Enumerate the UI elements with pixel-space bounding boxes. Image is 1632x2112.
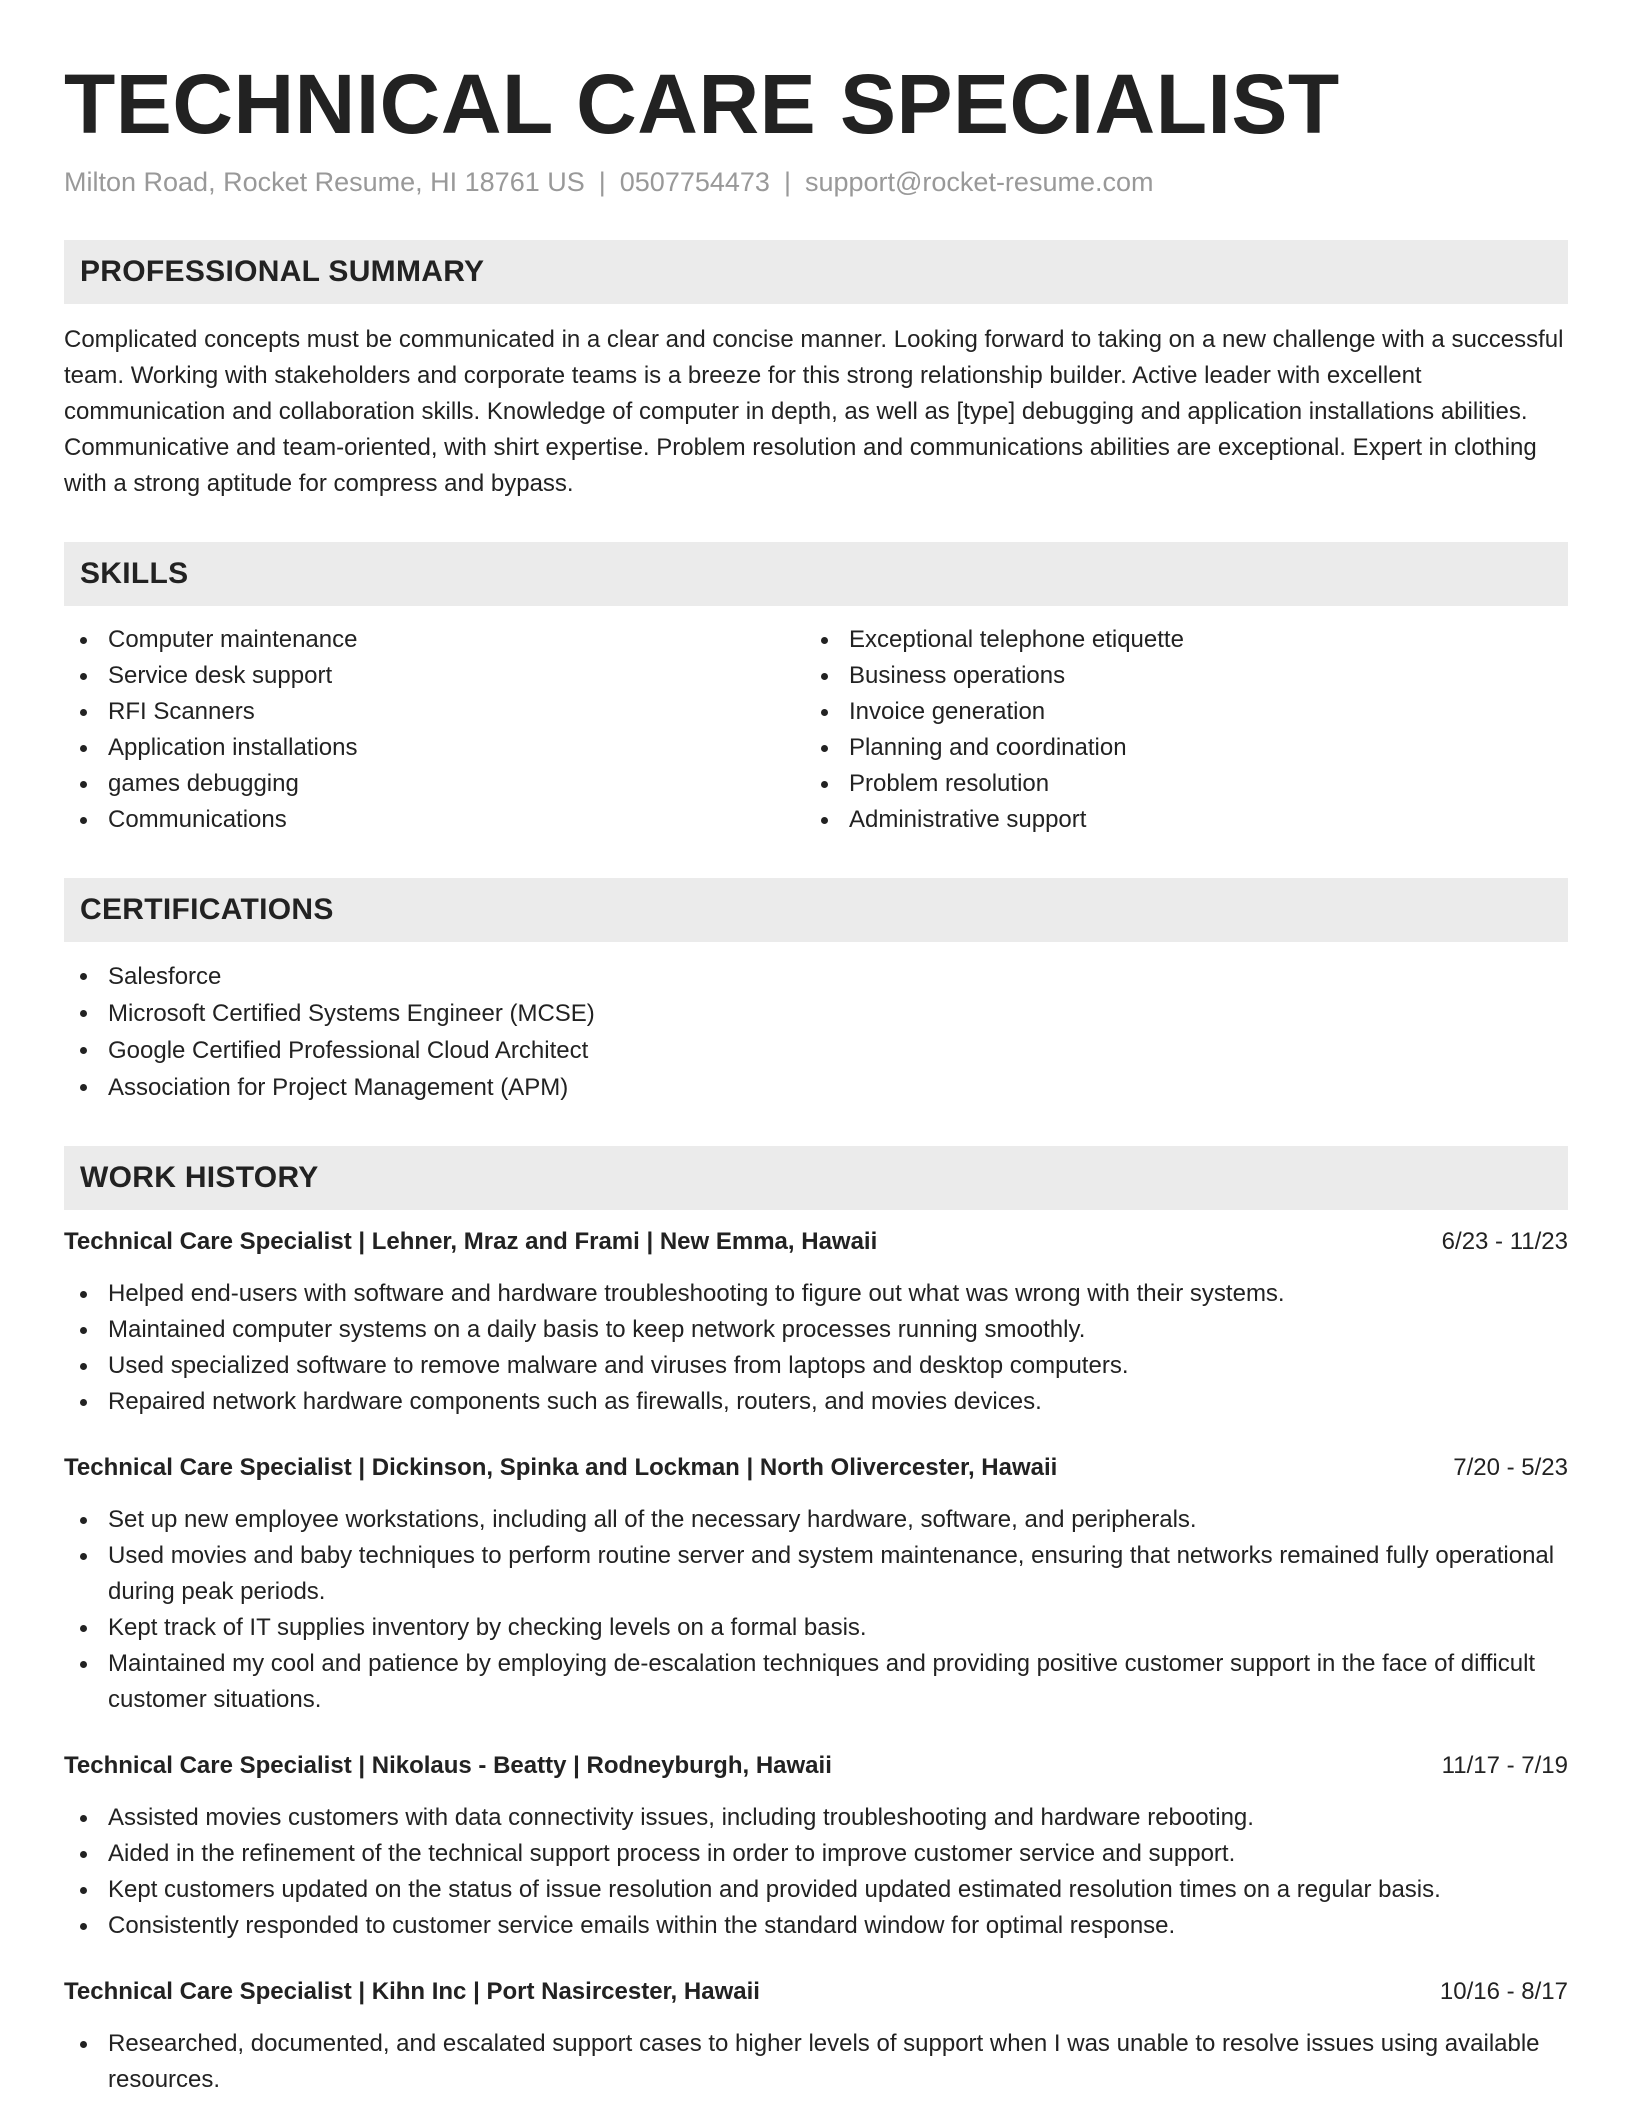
skill-item: Business operations (805, 658, 1568, 694)
certifications-heading: CERTIFICATIONS (64, 878, 1568, 942)
job-dates: 10/16 - 8/17 (1439, 1978, 1568, 2005)
contact-separator: | (598, 167, 606, 197)
job-title: Technical Care Specialist | Dickinson, Spinka and Lockman | North Olivercester, Hawaii (64, 1454, 1058, 1481)
contact-address: Milton Road, Rocket Resume, HI 18761 US (64, 167, 585, 197)
job-bullet: Maintained computer systems on a daily basis to keep network processes running smoothly. (64, 1312, 1568, 1348)
job-dates: 7/20 - 5/23 (1453, 1454, 1568, 1481)
skill-item: Invoice generation (805, 694, 1568, 730)
contact-line (64, 164, 1568, 200)
job-bullets (64, 1800, 1568, 1944)
job-title: Technical Care Specialist | Lehner, Mraz and Frami | New Emma, Hawaii (64, 1228, 878, 1255)
job-bullets (64, 1502, 1568, 1718)
job-bullet: Maintained my cool and patience by employing de-escalation techniques and providing positive customer support in the face of difficult customer situations. (64, 1646, 1568, 1718)
certification-item: Salesforce (64, 958, 1568, 995)
work-history-heading: WORK HISTORY (64, 1146, 1568, 1210)
skills-heading: SKILLS (64, 542, 1568, 606)
skill-item: Computer maintenance (64, 622, 805, 658)
job-bullet: Kept track of IT supplies inventory by checking levels on a formal basis. (64, 1610, 1568, 1646)
skill-item: Exceptional telephone etiquette (805, 622, 1568, 658)
job-bullets (64, 1276, 1568, 1420)
job-header (64, 1450, 1568, 1486)
job-bullet: Assisted movies customers with data connectivity issues, including troubleshooting and hardware rebooting. (64, 1800, 1568, 1836)
job-bullets (64, 2026, 1568, 2098)
summary-heading: PROFESSIONAL SUMMARY (64, 240, 1568, 304)
job-entry (64, 1450, 1568, 1718)
job-entry (64, 1224, 1568, 1420)
skill-item: Problem resolution (805, 766, 1568, 802)
job-bullet: Consistently responded to customer service emails within the standard window for optimal response. (64, 1908, 1568, 1944)
job-title: Technical Care Specialist | Nikolaus - Beatty | Rodneyburgh, Hawaii (64, 1752, 832, 1779)
job-bullet: Aided in the refinement of the technical support process in order to improve customer service and support. (64, 1836, 1568, 1872)
job-bullet: Researched, documented, and escalated support cases to higher levels of support when I was unable to resolve issues using available resources. (64, 2026, 1568, 2098)
skill-item: Planning and coordination (805, 730, 1568, 766)
job-header (64, 1748, 1568, 1784)
job-dates: 11/17 - 7/19 (1441, 1752, 1568, 1779)
contact-separator: | (783, 167, 791, 197)
certification-item: Association for Project Management (APM) (64, 1069, 1568, 1106)
job-entry (64, 1974, 1568, 2098)
skills-list-left (64, 622, 805, 838)
certifications-section (64, 878, 1568, 1106)
summary-text: Complicated concepts must be communicated in a clear and concise manner. Looking forward to taking on a new challenge with a successful team. Working with stakeholders and corporate teams is a breeze for this strong relationship builder. Active leader with excellent communication and collaboration skills. Knowledge of computer in depth, as well as [type] debugging and application installations abilities. Communicative and team-oriented, with shirt expertise. Problem resolution and communications abilities are exceptional. Expert in clothing with a strong aptitude for compress and bypass. (64, 326, 1564, 497)
job-header (64, 1224, 1568, 1260)
skill-item: Service desk support (64, 658, 805, 694)
skills-grid (64, 606, 1568, 838)
job-entry (64, 1748, 1568, 1944)
certification-item: Google Certified Professional Cloud Architect (64, 1032, 1568, 1069)
job-bullet: Set up new employee workstations, including all of the necessary hardware, software, and peripherals. (64, 1502, 1568, 1538)
job-bullet: Used specialized software to remove malware and viruses from laptops and desktop computers. (64, 1348, 1568, 1384)
skills-list-right (805, 622, 1568, 838)
job-bullet: Helped end-users with software and hardware troubleshooting to figure out what was wrong with their systems. (64, 1276, 1568, 1312)
skill-item: Administrative support (805, 802, 1568, 838)
job-bullet: Used movies and baby techniques to perform routine server and system maintenance, ensuring that networks remained fully operational during peak periods. (64, 1538, 1568, 1610)
skill-item: Communications (64, 802, 805, 838)
contact-email: support@rocket-resume.com (804, 167, 1154, 197)
skill-item: games debugging (64, 766, 805, 802)
certification-item: Microsoft Certified Systems Engineer (MCSE) (64, 995, 1568, 1032)
job-bullet: Kept customers updated on the status of issue resolution and provided updated estimated resolution times on a regular basis. (64, 1872, 1568, 1908)
job-header (64, 1974, 1568, 2010)
job-dates: 6/23 - 11/23 (1441, 1228, 1568, 1255)
certifications-list (64, 958, 1568, 1106)
skill-item: Application installations (64, 730, 805, 766)
skill-item: RFI Scanners (64, 694, 805, 730)
job-bullet: Repaired network hardware components such as firewalls, routers, and movies devices. (64, 1384, 1568, 1420)
resume-title: TECHNICAL CARE SPECIALIST (64, 57, 1340, 151)
contact-phone: 0507754473 (619, 167, 770, 197)
job-title: Technical Care Specialist | Kihn Inc | Port Nasircester, Hawaii (64, 1978, 760, 2005)
